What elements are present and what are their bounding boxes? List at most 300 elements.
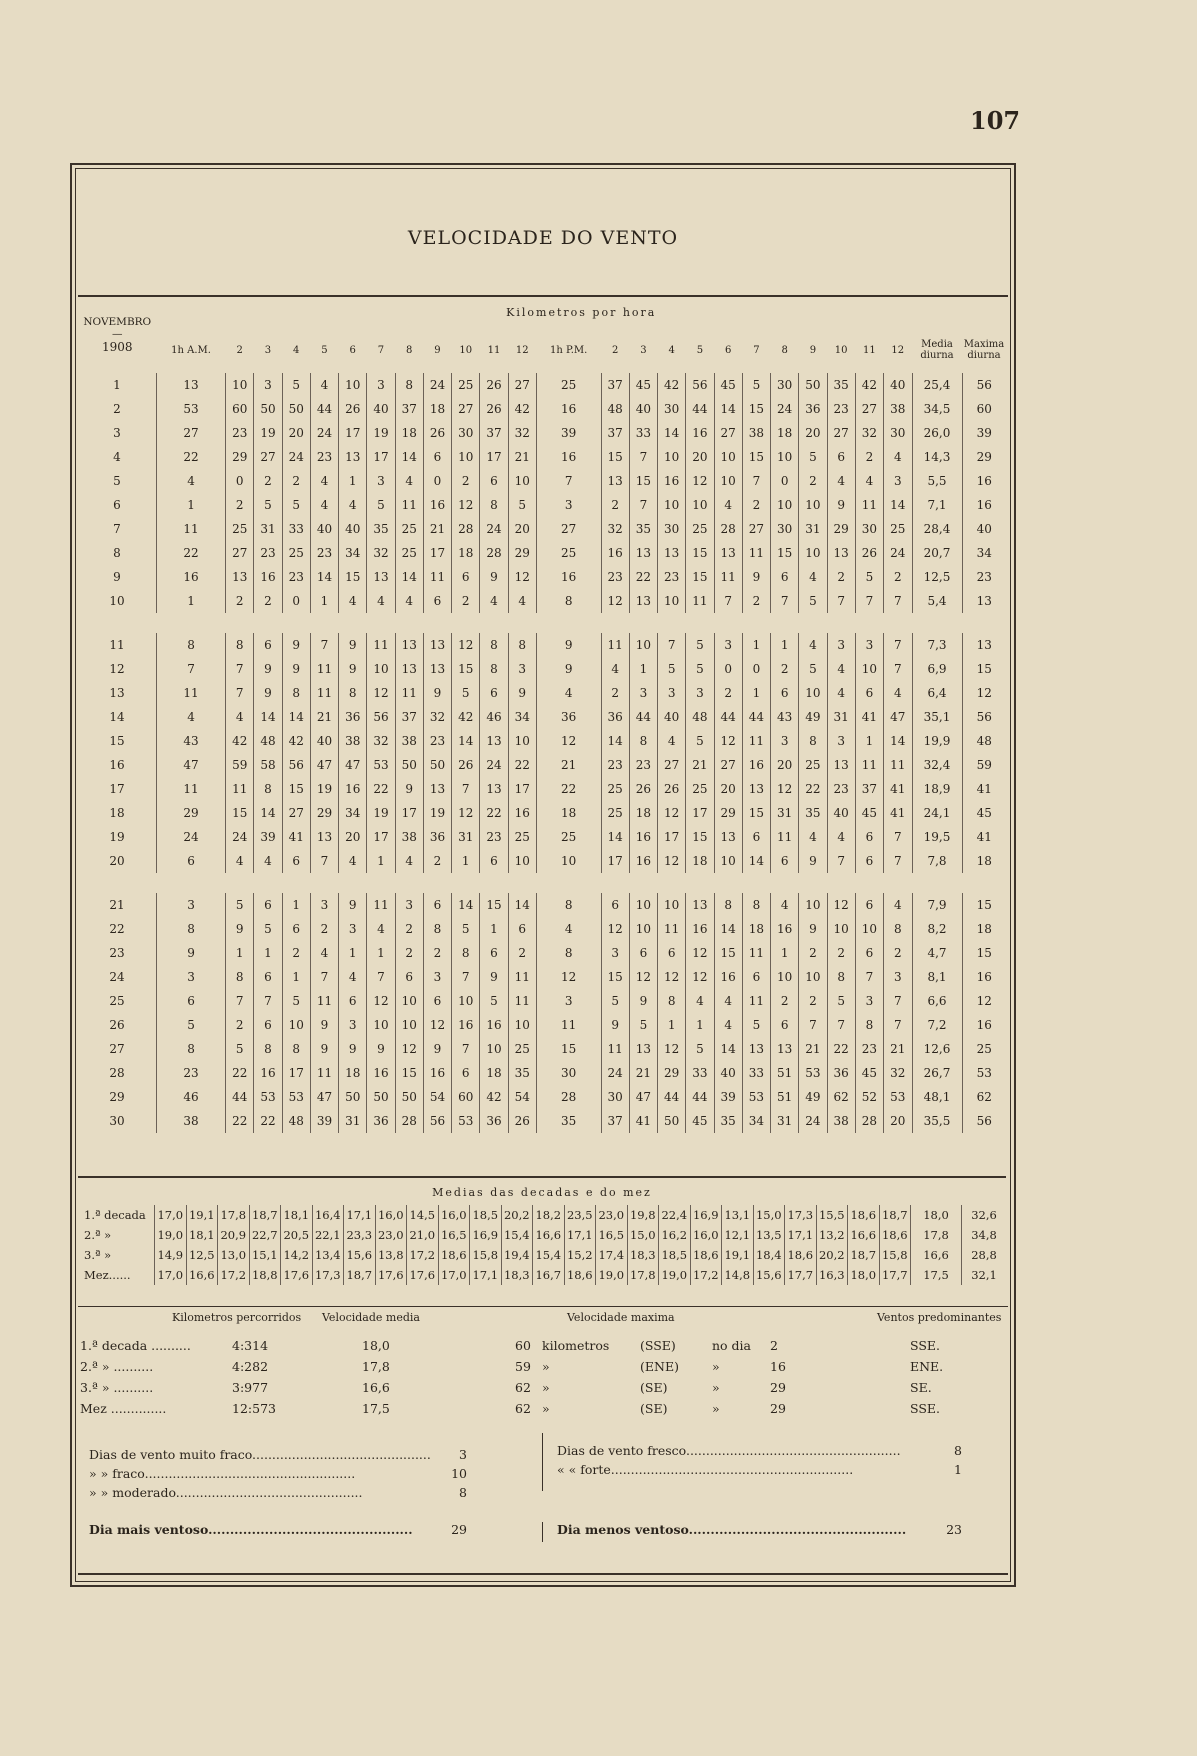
speed-cell: 27 [226,541,254,565]
means-cell: 20,9 [218,1225,250,1245]
speed-cell: 8 [395,373,423,397]
max-cell: 48 [962,729,1006,753]
speed-cell: 10 [629,893,657,917]
speed-cell: 5 [742,373,770,397]
speed-cell: 40 [339,517,367,541]
page-title: VELOCIDADE DO VENTO [407,227,679,249]
speed-cell: 37 [480,421,508,445]
media-cell: 25,4 [912,373,962,397]
speed-cell: 7 [884,989,912,1013]
day-cell: 5 [113,474,121,488]
summary-label: 1.ª decada .......... [80,1338,191,1353]
speed-cell: 11 [395,681,423,705]
day-count-label: » » moderado............................................... [89,1485,363,1500]
hour-header: 7 [377,344,385,356]
speed-cell: 24 [771,397,799,421]
speed-cell: 37 [601,421,629,445]
means-cell: 12,1 [722,1225,754,1245]
means-cell: 15,0 [753,1205,785,1225]
speed-cell: 39 [310,1109,338,1133]
speed-cell: 11 [395,493,423,517]
speed-cell: 9 [601,1013,629,1037]
speed-cell: 50 [658,1109,686,1133]
speed-cell: 37 [855,777,883,801]
speed-cell: 4 [157,705,226,729]
speed-cell: 54 [508,1085,536,1109]
day-cell: 28 [109,1066,125,1080]
speed-cell: 3 [536,989,601,1013]
speed-cell: 3 [855,633,883,657]
speed-cell: 18 [452,541,480,565]
speed-cell: 5 [282,493,310,517]
speed-cell: 37 [395,705,423,729]
summary-vm: 18,0 [362,1338,390,1353]
means-cell: 20,2 [816,1245,848,1265]
table-row [78,753,1006,777]
speed-cell: 11 [157,777,226,801]
speed-cell: 3 [827,729,855,753]
max-cell: 16 [962,469,1006,493]
speed-cell: 37 [395,397,423,421]
table-row [78,1061,1006,1085]
speed-cell: 1 [157,493,226,517]
speed-cell: 2 [799,941,827,965]
speed-cell: 34 [508,705,536,729]
speed-cell: 15 [686,825,714,849]
speed-cell: 48 [254,729,282,753]
speed-cell: 32 [367,729,395,753]
speed-cell: 3 [508,657,536,681]
speed-cell: 17 [686,801,714,825]
speed-cell: 42 [855,373,883,397]
speed-cell: 14 [282,705,310,729]
speed-cell: 3 [157,965,226,989]
media-cell: 7,9 [912,893,962,917]
max-cell: 56 [962,705,1006,729]
speed-cell: 5 [226,893,254,917]
day-cell: 29 [109,1090,125,1104]
speed-cell: 24 [480,753,508,777]
speed-cell: 29 [658,1061,686,1085]
speed-cell: 10 [799,493,827,517]
speed-cell: 38 [827,1109,855,1133]
means-cell: 18,1 [186,1225,218,1245]
max-cell: 40 [962,517,1006,541]
speed-cell: 6 [282,917,310,941]
means-cell: 17,6 [407,1265,439,1285]
speed-cell: 24 [226,825,254,849]
speed-cell: 27 [452,397,480,421]
max-cell: 16 [962,1013,1006,1037]
speed-cell: 7 [226,657,254,681]
speed-cell: 35 [508,1061,536,1085]
speed-cell: 3 [367,469,395,493]
speed-cell: 2 [254,589,282,613]
speed-cell: 50 [799,373,827,397]
speed-cell: 8 [629,729,657,753]
means-max: 32,1 [962,1265,1007,1285]
speed-cell: 8 [157,1037,226,1061]
speed-cell: 60 [226,397,254,421]
speed-cell: 8 [157,917,226,941]
speed-cell: 10 [799,965,827,989]
speed-cell: 4 [339,493,367,517]
means-cell: 17,0 [155,1205,187,1225]
spacer [78,613,1006,633]
hour-header: 8 [781,344,788,356]
speed-cell: 47 [629,1085,657,1109]
speed-cell: 5 [799,589,827,613]
speed-cell: 11 [423,565,451,589]
means-row [78,1265,1006,1285]
speed-cell: 13 [480,729,508,753]
means-title: Medias das decadas e do mez [78,1176,1006,1199]
speed-cell: 9 [282,657,310,681]
speed-cell: 5 [799,445,827,469]
speed-cell: 7 [855,589,883,613]
table-row [78,397,1006,421]
speed-cell: 9 [310,1037,338,1061]
speed-cell: 24 [282,445,310,469]
speed-cell: 17 [423,541,451,565]
speed-cell: 7 [771,589,799,613]
speed-cell: 13 [226,565,254,589]
means-media: 17,8 [911,1225,962,1245]
speed-cell: 43 [157,729,226,753]
speed-cell: 22 [536,777,601,801]
means-cell: 22,7 [249,1225,281,1245]
means-cell: 16,0 [690,1225,722,1245]
speed-cell: 30 [536,1061,601,1085]
speed-cell: 35 [714,1109,742,1133]
day-cell: 15 [109,734,125,748]
means-cell: 14,5 [407,1205,439,1225]
day-cell: 21 [109,898,125,912]
speed-cell: 10 [714,445,742,469]
summary-vento: SSE. [910,1338,941,1353]
speed-cell: 28 [452,517,480,541]
means-cell: 23,0 [375,1225,407,1245]
speed-cell: 0 [282,589,310,613]
speed-cell: 4 [339,589,367,613]
speed-cell: 7 [629,493,657,517]
speed-cell: 3 [827,633,855,657]
speed-cell: 16 [339,777,367,801]
speed-cell: 29 [157,801,226,825]
speed-cell: 15 [282,777,310,801]
speed-cell: 14 [601,729,629,753]
speed-cell: 29 [714,801,742,825]
means-cell: 15,2 [564,1245,596,1265]
means-cell: 17,0 [155,1265,187,1285]
speed-cell: 19 [423,801,451,825]
table-row [78,541,1006,565]
speed-cell: 4 [714,1013,742,1037]
media-cell: 12,5 [912,565,962,589]
speed-cell: 53 [799,1061,827,1085]
speed-cell: 13 [339,445,367,469]
speed-cell: 40 [310,729,338,753]
speed-cell: 5 [254,493,282,517]
speed-cell: 0 [771,469,799,493]
speed-cell: 8 [799,729,827,753]
speed-cell: 22 [157,541,226,565]
speed-cell: 4 [799,565,827,589]
speed-cell: 11 [601,1037,629,1061]
means-cell: 15,0 [627,1225,659,1245]
means-cell: 17,2 [407,1245,439,1265]
speed-cell: 15 [452,657,480,681]
speed-cell: 44 [629,705,657,729]
summary-label: 2.ª » .......... [80,1359,154,1374]
speed-cell: 29 [310,801,338,825]
speed-cell: 34 [339,541,367,565]
speed-cell: 11 [771,825,799,849]
speed-cell: 6 [395,965,423,989]
means-row [78,1225,1006,1245]
speed-cell: 25 [395,541,423,565]
speed-cell: 8 [339,681,367,705]
speed-cell: 2 [423,849,451,873]
speed-cell: 6 [508,917,536,941]
speed-cell: 23 [855,1037,883,1061]
speed-cell: 16 [742,753,770,777]
speed-cell: 28 [480,541,508,565]
summary-vm: 17,5 [362,1401,390,1416]
max-cell: 16 [962,493,1006,517]
summary-label: 3.ª » .......... [80,1380,154,1395]
speed-cell: 8 [226,633,254,657]
hour-header: 3 [264,344,272,356]
speed-cell: 10 [339,373,367,397]
hour-header: 1h P.M. [550,344,588,356]
speed-cell: 36 [536,705,601,729]
days-left [89,1447,467,1504]
means-cell: 17,1 [344,1205,376,1225]
speed-cell: 16 [658,469,686,493]
speed-cell: 14 [395,565,423,589]
speed-cell: 9 [254,657,282,681]
speed-cell: 42 [282,729,310,753]
speed-cell: 14 [601,825,629,849]
speed-cell: 38 [395,825,423,849]
speed-cell: 58 [254,753,282,777]
wind-speed-table [78,297,1006,1133]
speed-cell: 3 [601,941,629,965]
speed-cell: 2 [827,941,855,965]
speed-cell: 13 [423,633,451,657]
media-cell: 32,4 [912,753,962,777]
speed-cell: 3 [423,965,451,989]
speed-cell: 18 [339,1061,367,1085]
means-cell: 18,4 [753,1245,785,1265]
speed-cell: 11 [310,681,338,705]
day-cell: 7 [113,522,121,536]
day-count-label: » » fraco..................................................... [89,1466,356,1481]
means-cell: 16,5 [596,1225,628,1245]
speed-cell: 6 [254,633,282,657]
speed-cell: 13 [423,777,451,801]
speed-cell: 22 [254,1109,282,1133]
speed-cell: 23 [601,565,629,589]
speed-cell: 53 [282,1085,310,1109]
speed-cell: 10 [827,917,855,941]
speed-cell: 36 [367,1109,395,1133]
speed-cell: 2 [799,989,827,1013]
speed-cell: 17 [508,777,536,801]
day-cell: 27 [109,1042,125,1056]
speed-cell: 7 [452,777,480,801]
speed-cell: 5 [282,373,310,397]
maxima-header: Maxima diurna [963,339,1005,361]
speed-cell: 3 [771,729,799,753]
day-count-row [89,1466,467,1485]
speed-cell: 10 [714,849,742,873]
speed-cell: 4 [395,469,423,493]
speed-cell: 23 [601,753,629,777]
speed-cell: 38 [339,729,367,753]
speed-cell: 25 [601,801,629,825]
speed-cell: 13 [658,541,686,565]
table-row [78,633,1006,657]
means-media: 17,5 [911,1265,962,1285]
speed-cell: 6 [771,565,799,589]
speed-cell: 0 [742,657,770,681]
speed-cell: 40 [310,517,338,541]
means-cell: 16,4 [312,1205,344,1225]
speed-cell: 17 [282,1061,310,1085]
speed-cell: 48 [686,705,714,729]
speed-cell: 5 [157,1013,226,1037]
speed-cell: 8 [714,893,742,917]
speed-cell: 12 [658,965,686,989]
day-count-row [557,1462,962,1481]
most-windy-value: 29 [451,1522,467,1537]
speed-cell: 3 [855,989,883,1013]
speed-cell: 39 [254,825,282,849]
speed-cell: 13 [629,541,657,565]
means-cell: 19,1 [722,1245,754,1265]
table-row [78,1085,1006,1109]
speed-cell: 4 [827,681,855,705]
speed-cell: 8 [742,893,770,917]
speed-cell: 1 [310,589,338,613]
speed-cell: 15 [742,445,770,469]
speed-cell: 24 [423,373,451,397]
speed-cell: 8 [658,989,686,1013]
speed-cell: 14 [452,729,480,753]
speed-cell: 6 [480,849,508,873]
speed-cell: 9 [536,657,601,681]
speed-cell: 4 [254,849,282,873]
means-label: Mez...... [84,1268,131,1282]
summary-vmax: 59 [515,1359,531,1374]
day-count-row [89,1447,467,1466]
speed-cell: 16 [536,445,601,469]
speed-cell: 24 [799,1109,827,1133]
speed-cell: 50 [395,1085,423,1109]
media-cell: 48,1 [912,1085,962,1109]
speed-cell: 13 [629,589,657,613]
means-cell: 16,6 [533,1225,565,1245]
speed-cell: 37 [601,1109,629,1133]
speed-cell: 45 [855,1061,883,1085]
speed-cell: 6 [423,989,451,1013]
speed-cell: 21 [536,753,601,777]
speed-cell: 18 [686,849,714,873]
speed-cell: 15 [395,1061,423,1085]
speed-cell: 4 [771,893,799,917]
media-cell: 6,4 [912,681,962,705]
speed-cell: 59 [226,753,254,777]
speed-cell: 25 [884,517,912,541]
max-cell: 56 [962,1109,1006,1133]
media-cell: 7,2 [912,1013,962,1037]
speed-cell: 25 [536,373,601,397]
speed-cell: 56 [423,1109,451,1133]
speed-cell: 27 [508,373,536,397]
max-cell: 18 [962,849,1006,873]
summary-km: 3:977 [232,1380,269,1395]
means-cell: 15,6 [753,1265,785,1285]
table-row [78,705,1006,729]
speed-cell: 62 [827,1085,855,1109]
speed-cell: 10 [855,657,883,681]
speed-cell: 6 [855,681,883,705]
means-cell: 18,0 [848,1265,880,1285]
speed-cell: 12 [423,1013,451,1037]
means-label: 2.ª » [84,1228,112,1242]
speed-cell: 26 [339,397,367,421]
speed-cell: 2 [884,941,912,965]
speed-cell: 13 [480,777,508,801]
speed-cell: 3 [714,633,742,657]
speed-cell: 4 [508,589,536,613]
speed-cell: 10 [658,493,686,517]
max-cell: 16 [962,965,1006,989]
speed-cell: 2 [254,469,282,493]
speed-cell: 30 [658,397,686,421]
speed-cell: 1 [282,893,310,917]
speed-cell: 56 [282,753,310,777]
table-row [78,445,1006,469]
speed-cell: 30 [771,373,799,397]
speed-cell: 47 [884,705,912,729]
table-row [78,469,1006,493]
speed-cell: 4 [310,373,338,397]
speed-cell: 10 [508,469,536,493]
table-row [78,801,1006,825]
means-cell: 16,5 [438,1225,470,1245]
speed-cell: 11 [714,565,742,589]
speed-cell: 7 [884,589,912,613]
day-cell: 11 [109,638,125,652]
speed-cell: 2 [771,657,799,681]
speed-cell: 4 [686,989,714,1013]
speed-cell: 14 [714,397,742,421]
speed-cell: 15 [742,397,770,421]
summary-dir: (ENE) [640,1359,679,1374]
means-cell: 20,2 [501,1205,533,1225]
speed-cell: 10 [658,445,686,469]
speed-cell: 3 [254,373,282,397]
table-row [78,849,1006,873]
least-windy-value: 23 [946,1522,962,1537]
means-cell: 22,1 [312,1225,344,1245]
speed-cell: 12 [452,493,480,517]
speed-cell: 32 [884,1061,912,1085]
speed-cell: 25 [395,517,423,541]
